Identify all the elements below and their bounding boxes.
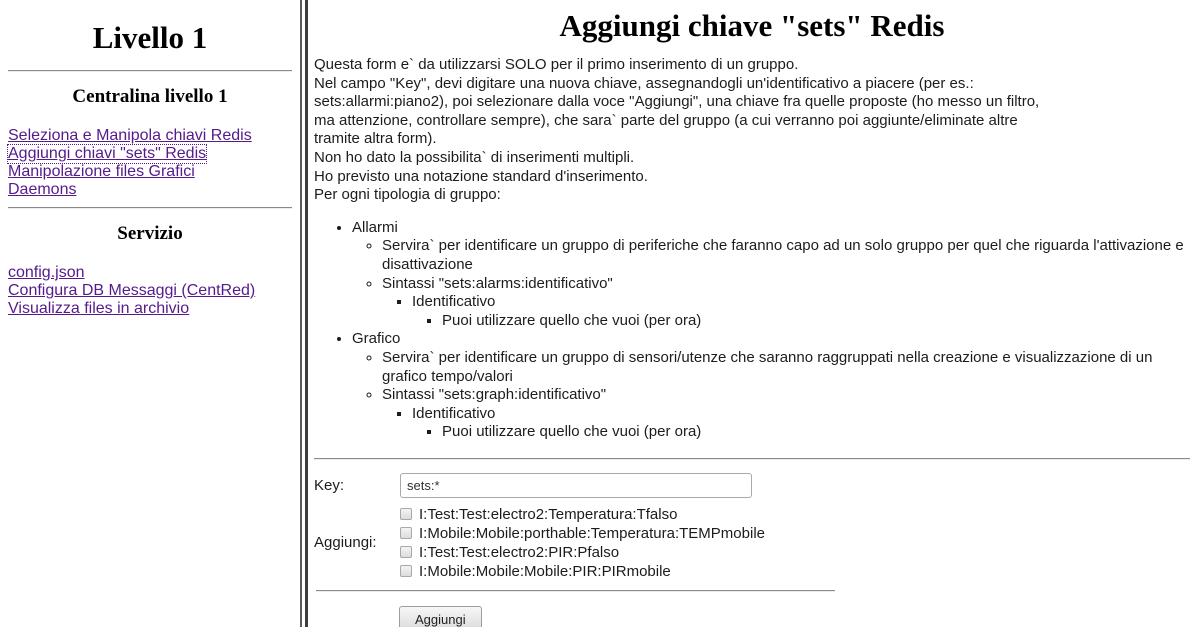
sidebar-section-heading-centralina: Centralina livello 1 (72, 86, 228, 107)
key-field-row (314, 473, 1190, 498)
list-item (382, 275, 1190, 331)
sidebar-link-seleziona-manipola[interactable]: Seleziona e Manipola chiavi Redis (8, 127, 252, 144)
list-item (412, 405, 1190, 442)
list-item (412, 293, 1190, 330)
add-key-form (314, 473, 1190, 627)
sidebar-link-config-json[interactable]: config.json (8, 264, 85, 281)
list-item (442, 312, 1190, 331)
sidebar-link-manipolazione-grafici[interactable]: Manipolazione files Grafici (8, 163, 195, 180)
checkbox-icon[interactable] (400, 527, 412, 539)
option-row[interactable] (400, 505, 1190, 524)
intro-line: ma attenzione, controllare sempre), che sara` parte del gruppo (a cui verranno poi aggiunte/eliminate altre (314, 111, 1018, 129)
option-row[interactable] (400, 562, 1190, 581)
list-item-grafico (352, 330, 1190, 442)
group-purpose: Servira` per identificare un gruppo di periferiche che faranno capo ad un solo gruppo per quel che riguarda l'attivazione e disattivazione (382, 237, 1184, 273)
group-name: Allarmi (352, 218, 398, 236)
aggiungi-label: Aggiungi: (314, 534, 377, 552)
group-syntax: Sintassi "sets:graph:identificativo" (382, 386, 607, 404)
group-note: Puoi utilizzare quello che vuoi (per ora) (442, 423, 702, 441)
list-item (382, 237, 1190, 274)
option-label: I:Mobile:Mobile:Mobile:PIR:PIRmobile (419, 562, 671, 580)
group-sub: Identificativo (412, 293, 496, 311)
intro-line: tramite altra form). (314, 130, 437, 148)
aggiungi-submit-button[interactable]: Aggiungi (399, 606, 482, 627)
key-label: Key: (314, 476, 345, 494)
options-field-row (314, 505, 1190, 581)
intro-line: Questa form e` da utilizzarsi SOLO per il primo inserimento di un gruppo. (314, 56, 799, 73)
sidebar-link-aggiungi-sets[interactable]: Aggiungi chiavi "sets" Redis (8, 145, 207, 162)
option-row[interactable] (400, 524, 1190, 543)
sidebar-nav-centralina (8, 127, 292, 199)
group-syntax: Sintassi "sets:alarms:identificativo" (382, 274, 613, 292)
sidebar-section-heading-servizio: Servizio (117, 223, 183, 244)
sidebar-divider (8, 207, 292, 209)
page-title: Aggiungi chiave "sets" Redis (559, 8, 945, 43)
sidebar-divider (8, 70, 292, 72)
option-label: I:Test:Test:electro2:Temperatura:Tfalso (419, 505, 678, 523)
intro-line: Ho previsto una notazione standard d'inserimento. (314, 167, 648, 185)
intro-line: Nel campo "Key", devi digitare una nuova chiave, assegnandogli un'identificativo a piacere (per es.: (314, 74, 974, 92)
content-frame (308, 0, 1200, 627)
list-item (442, 423, 1190, 442)
sidebar-frame (0, 0, 300, 627)
list-item (382, 386, 1190, 442)
option-label: I:Test:Test:electro2:PIR:Pfalso (419, 543, 620, 561)
checkbox-icon[interactable] (400, 508, 412, 520)
submit-area (399, 606, 1190, 627)
intro-line: Non ho dato la possibilita` di inserimenti multipli. (314, 148, 635, 166)
sidebar-link-configura-db[interactable]: Configura DB Messaggi (CentRed) (8, 282, 256, 299)
checkbox-icon[interactable] (400, 565, 412, 577)
key-input[interactable] (400, 473, 752, 498)
list-item (382, 349, 1190, 386)
group-name: Grafico (352, 330, 401, 348)
frame-resize-handle[interactable] (300, 0, 308, 627)
intro-line: Per ogni tipologia di gruppo: (314, 186, 501, 204)
sidebar-link-daemons[interactable]: Daemons (8, 181, 77, 198)
group-purpose: Servira` per identificare un gruppo di sensori/utenze che saranno raggruppati nella creazione e visualizzazione di un grafico tempo/valori (382, 348, 1153, 385)
intro-paragraph (314, 56, 1190, 205)
group-sub: Identificativo (412, 404, 496, 422)
option-row[interactable] (400, 543, 1190, 562)
group-type-list (314, 219, 1190, 442)
form-top-divider (314, 458, 1190, 460)
list-item-allarmi (352, 219, 1190, 331)
sidebar-title: Livello 1 (92, 20, 208, 55)
checkbox-icon[interactable] (400, 546, 412, 558)
group-note: Puoi utilizzare quello che vuoi (per ora) (442, 311, 702, 329)
option-label: I:Mobile:Mobile:porthable:Temperatura:TEMPmobile (419, 524, 765, 542)
options-list (400, 505, 1190, 581)
sidebar-nav-servizio (8, 264, 292, 318)
intro-line: sets:allarmi:piano2), poi selezionare dalla voce "Aggiungi", una chiave fra quelle proposte (ho messo un filtro, (314, 93, 1040, 111)
sidebar-link-visualizza-archivio[interactable]: Visualizza files in archivio (8, 300, 190, 317)
form-bottom-divider (316, 590, 835, 592)
